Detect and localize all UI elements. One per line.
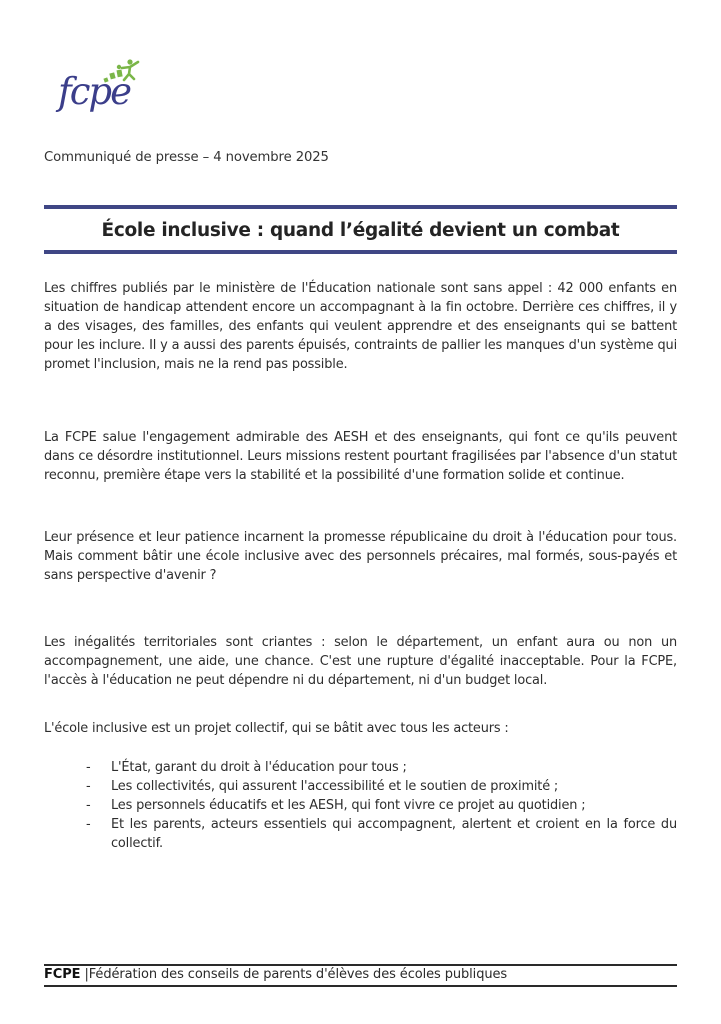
- press-release-date: Communiqué de presse – 4 novembre 2025: [44, 150, 329, 165]
- list-item: [86, 797, 677, 816]
- dash-bullet-icon: -: [86, 778, 91, 794]
- dash-bullet-icon: -: [86, 816, 91, 832]
- fcpe-logo: [56, 58, 140, 122]
- title-rule-bottom: [44, 250, 677, 254]
- list-item-text: L'État, garant du droit à l'éducation pour tous ;: [111, 760, 407, 775]
- list-item: [86, 816, 677, 854]
- footer-rule-top: [44, 964, 677, 966]
- footer: [44, 967, 507, 982]
- dash-bullet-icon: -: [86, 797, 91, 813]
- paragraph: La FCPE salue l'engagement admirable des AESH et des enseignants, qui font ce qu'ils peuvent dans ce désordre institutionnel. Leurs missions restent pourtant fragilisées par l'absence d'un statut reconnu, première étape vers la stabilité et la possibilité d'une formation solide et continue.: [44, 430, 677, 483]
- paragraph: Les chiffres publiés par le ministère de l'Éducation nationale sont sans appel : 42 000 enfants en situation de handicap attendent encore un accompagnant à la fin octobre. Derrière ces chiffres, il y a des visages, des familles, des enfants qui veulent apprendre et des enseignants qui se battent pour les inclure. Il y a aussi des parents épuisés, contraints de pallier les manques d'un système qui promet l'inclusion, mais ne la rend pas possible.: [44, 281, 677, 372]
- footer-rule-bottom: [44, 985, 677, 987]
- paragraph: L'école inclusive est un projet collectif, qui se bâtit avec tous les acteurs :: [44, 721, 509, 736]
- actors-list: [86, 759, 677, 854]
- title-rule-top: [44, 205, 677, 209]
- list-item: [86, 759, 677, 778]
- list-item-text: Les collectivités, qui assurent l'accessibilité et le soutien de proximité ;: [111, 778, 559, 794]
- footer-org-short: FCPE: [44, 967, 81, 982]
- list-item-text: Les personnels éducatifs et les AESH, qui font vivre ce projet au quotidien ;: [111, 797, 586, 813]
- logo-wordmark: fcpe: [58, 70, 130, 113]
- dash-bullet-icon: -: [86, 760, 91, 775]
- paragraph: Les inégalités territoriales sont criantes : selon le département, un enfant aura ou non un accompagnement, une aide, une chance. C'est une rupture d'égalité inacceptable. Pour la FCPE, l'accès à l'éducation ne peut dépendre ni du département, ni d'un budget local.: [44, 635, 677, 688]
- list-item: [86, 778, 677, 797]
- footer-org-full: Fédération des conseils de parents d'élèves des écoles publiques: [88, 967, 508, 982]
- footer-separator: |: [84, 967, 89, 982]
- page-title: École inclusive : quand l’égalité devient un combat: [101, 220, 620, 241]
- paragraph: Leur présence et leur patience incarnent la promesse républicaine du droit à l'éducation pour tous. Mais comment bâtir une école inclusive avec des personnels précaires, mal formés, sous-payés et sans perspective d'avenir ?: [44, 530, 677, 583]
- list-item-text: Et les parents, acteurs essentiels qui accompagnent, alertent et croient en la force du collectif.: [111, 816, 677, 851]
